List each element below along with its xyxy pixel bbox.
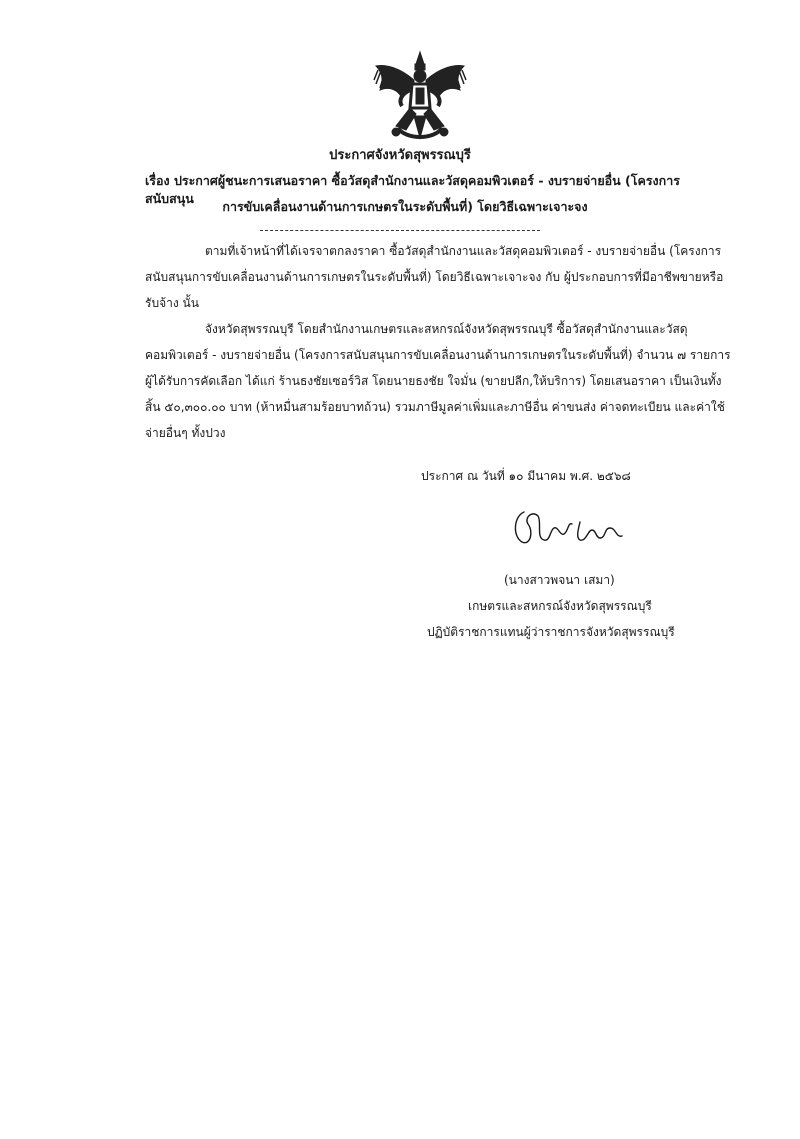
separator-line bbox=[260, 230, 540, 231]
handwritten-signature bbox=[510, 502, 630, 554]
document-title: ประกาศจังหวัดสุพรรณบุรี bbox=[329, 148, 471, 163]
signer-acting-position: ปฏิบัติราชการแทนผู้ว่าราชการจังหวัดสุพรรณบุรี bbox=[427, 625, 675, 639]
paragraph-2-line-5: จ่ายอื่นๆ ทั้งปวง bbox=[145, 426, 226, 440]
paragraph-2-line-1: จังหวัดสุพรรณบุรี โดยสำนักงานเกษตรและสหกรณ์จังหวัดสุพรรณบุรี ซื้อวัสดุสำนักงานและวัสดุ bbox=[205, 322, 688, 336]
announcement-date: ประกาศ ณ วันที่ ๑๐ มีนาคม พ.ศ. ๒๕๖๘ bbox=[421, 469, 631, 483]
paragraph-2-line-3: ผู้ได้รับการคัดเลือก ได้แก่ ร้านธงชัยเซอร์วิส โดยนายธงชัย ใจมั่น (ขายปลีก,ให้บริการ) โดยเสนอราคา เป็นเงินทั้ง bbox=[145, 374, 722, 388]
subject-line-1: เรื่อง ประกาศผู้ชนะการเสนอราคา ซื้อวัสดุสำนักงานและวัสดุคอมพิวเตอร์ - งบรายจ่ายอื่น (โครงการสนับสนุน bbox=[145, 173, 680, 206]
signer-position: เกษตรและสหกรณ์จังหวัดสุพรรณบุรี bbox=[468, 599, 652, 613]
paragraph-1-line-3: รับจ้าง นั้น bbox=[145, 296, 199, 310]
signer-name: (นางสาวพจนา เสมา) bbox=[504, 573, 615, 587]
paragraph-1-line-2: สนับสนุนการขับเคลื่อนงานด้านการเกษตรในระดับพื้นที่) โดยวิธีเฉพาะเจาะจง กับ ผู้ประกอบการที่มีอาชีพขายหรือ bbox=[145, 270, 724, 284]
paragraph-1-line-1: ตามที่เจ้าหน้าที่ได้เจรจาตกลงราคา ซื้อวัสดุสำนักงานและวัสดุคอมพิวเตอร์ - งบรายจ่ายอื่น (โครงการ bbox=[205, 244, 722, 258]
paragraph-2-line-4: สิ้น ๕๐,๓๐๐.๐๐ บาท (ห้าหมื่นสามร้อยบาทถ้วน) รวมภาษีมูลค่าเพิ่มและภาษีอื่น ค่าขนส่ง ค่าจดทะเบียน และค่าใช้ bbox=[145, 400, 725, 414]
subject-line-2: การขับเคลื่อนงานด้านการเกษตรในระดับพื้นที่) โดยวิธีเฉพาะเจาะจง bbox=[222, 199, 588, 214]
garuda-emblem-icon bbox=[372, 50, 468, 142]
paragraph-2-line-2: คอมพิวเตอร์ - งบรายจ่ายอื่น (โครงการสนับสนุนการขับเคลื่อนงานด้านการเกษตรในระดับพื้นที่) จำนวน ๗ รายการ bbox=[145, 348, 731, 362]
